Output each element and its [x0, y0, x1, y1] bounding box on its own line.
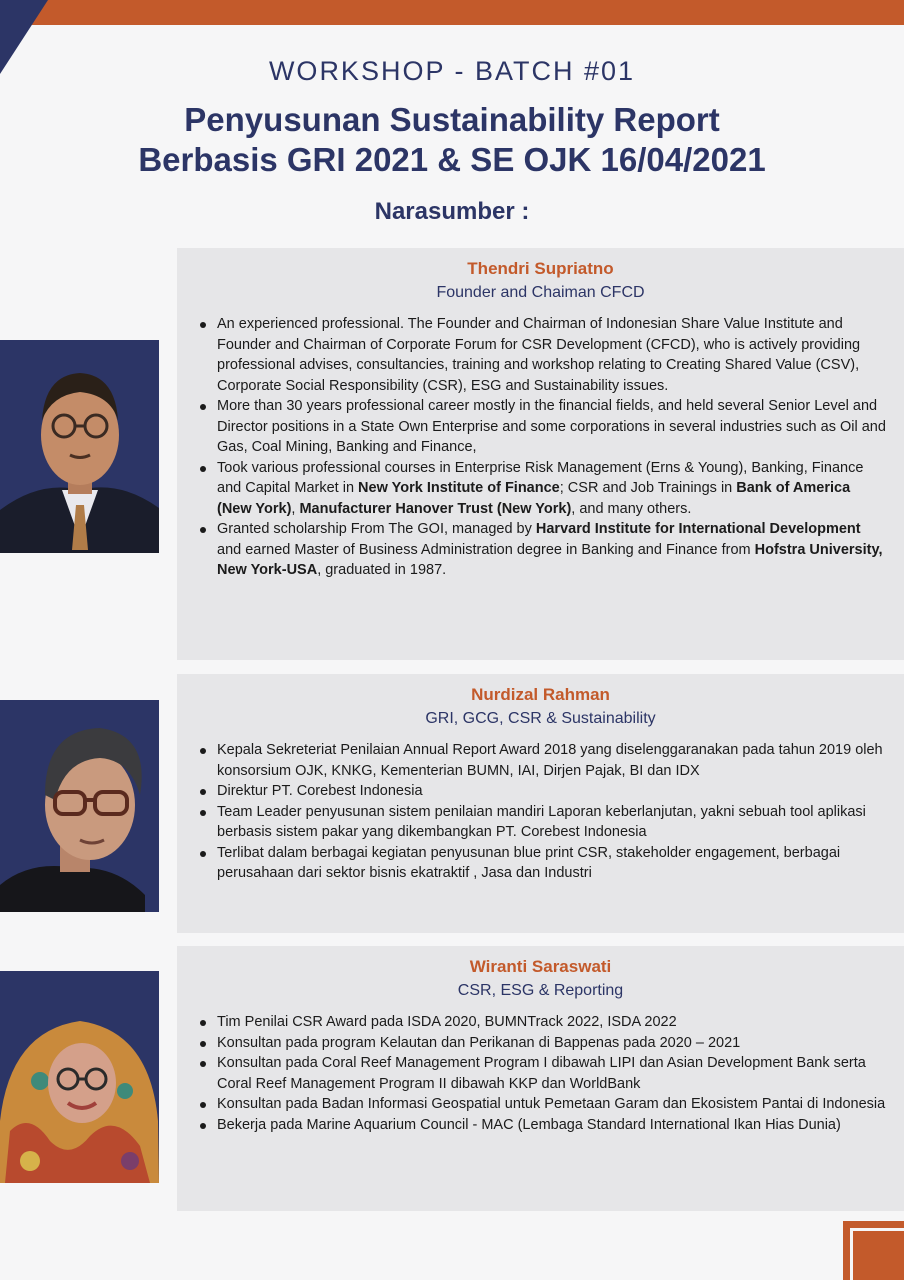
speaker-bullets: [177, 1012, 904, 1135]
bullet-item: Konsultan pada Badan Informasi Geospatial untuk Pemetaan Garam dan Ekosistem Pantai di Indonesia: [217, 1094, 904, 1115]
speaker-role: Founder and Chaiman CFCD: [436, 284, 645, 301]
title-line-1: Penyusunan Sustainability Report: [184, 101, 720, 138]
bullet-item: Kepala Sekreteriat Penilaian Annual Report Award 2018 yang diselenggaranakan pada tahun 2019 oleh konsorsium OJK, KNKG, Kementerian BUMN, IAI, Dirjen Pajak, BI dan IDX: [217, 740, 904, 781]
speaker-name: Wiranti Saraswati: [469, 957, 612, 976]
speaker-card-1: [177, 248, 904, 660]
bullet-item: Took various professional courses in Enterprise Risk Management (Erns & Young), Banking, Finance and Capital Market in New York Institute of Finance; CSR and Job Trainings in Bank of America (New York), Manufacturer Hanover Trust (New York), and many others.: [217, 458, 904, 520]
bullet-item: An experienced professional. The Founder and Chairman of Indonesian Share Value Institute and Founder and Chairman of Corporate Forum for CSR Development (CFCD), who is actively providing professional advises, consultancies, training and workshop relating to Creating Shared Value (CSV), Corporate Social Responsibility (CSR), ESG and Sustainability issues.: [217, 314, 904, 396]
corner-square-inner: [857, 1236, 904, 1280]
speaker-bullets: [177, 740, 904, 884]
bullet-item: Direktur PT. Corebest Indonesia: [217, 781, 904, 802]
bullet-item: More than 30 years professional career mostly in the financial fields, and held several Senior Level and Director positions in a State Own Enterprise and some corporations in several industries such as Oil and Gas, Coal Mining, Banking and Finance,: [217, 396, 904, 458]
bullet-item: Team Leader penyusunan sistem penilaian mandiri Laporan keberlanjutan, yakni sebuah tool aplikasi berbasis sistem pakar yang dikembangkan PT. Corebest Indonesia: [217, 802, 904, 843]
speaker-photo-1: [0, 340, 159, 553]
top-accent-bar: [0, 0, 904, 25]
bullet-item: Granted scholarship From The GOI, managed by Harvard Institute for International Development and earned Master of Business Administration degree in Banking and Finance from Hofstra University, New York-USA, graduated in 1987.: [217, 519, 904, 581]
bullet-item: Tim Penilai CSR Award pada ISDA 2020, BUMNTrack 2022, ISDA 2022: [217, 1012, 904, 1033]
title-line-2: Berbasis GRI 2021 & SE OJK 16/04/2021: [138, 141, 766, 178]
bullet-item: Bekerja pada Marine Aquarium Council - MAC (Lembaga Standard International Ikan Hias Dunia): [217, 1115, 904, 1136]
speaker-name: Thendri Supriatno: [467, 259, 614, 278]
speaker-photo-2: [0, 700, 159, 912]
speaker-name: Nurdizal Rahman: [471, 685, 610, 704]
speaker-bullets: [177, 314, 904, 581]
speaker-role: CSR, ESG & Reporting: [457, 982, 624, 999]
speaker-card-3: [177, 946, 904, 1211]
bullet-item: Terlibat dalam berbagai kegiatan penyusunan blue print CSR, stakeholder engagement, berbagai perusahaan dari sektor bisnis ekatraktif , Jasa dan Industri: [217, 843, 904, 884]
page-title: [0, 100, 904, 180]
workshop-subtitle: WORKSHOP - BATCH #01: [268, 56, 636, 86]
speaker-card-2: [177, 674, 904, 933]
bullet-item: Konsultan pada program Kelautan dan Perikanan di Bappenas pada 2020 – 2021: [217, 1033, 904, 1054]
bullet-item: Konsultan pada Coral Reef Management Program I dibawah LIPI dan Asian Development Bank serta Coral Reef Management Program II dibawah KKP dan WorldBank: [217, 1053, 904, 1094]
speakers-heading: Narasumber :: [374, 198, 530, 225]
speaker-photo-3: [0, 971, 159, 1183]
speaker-role: GRI, GCG, CSR & Sustainability: [425, 710, 656, 727]
